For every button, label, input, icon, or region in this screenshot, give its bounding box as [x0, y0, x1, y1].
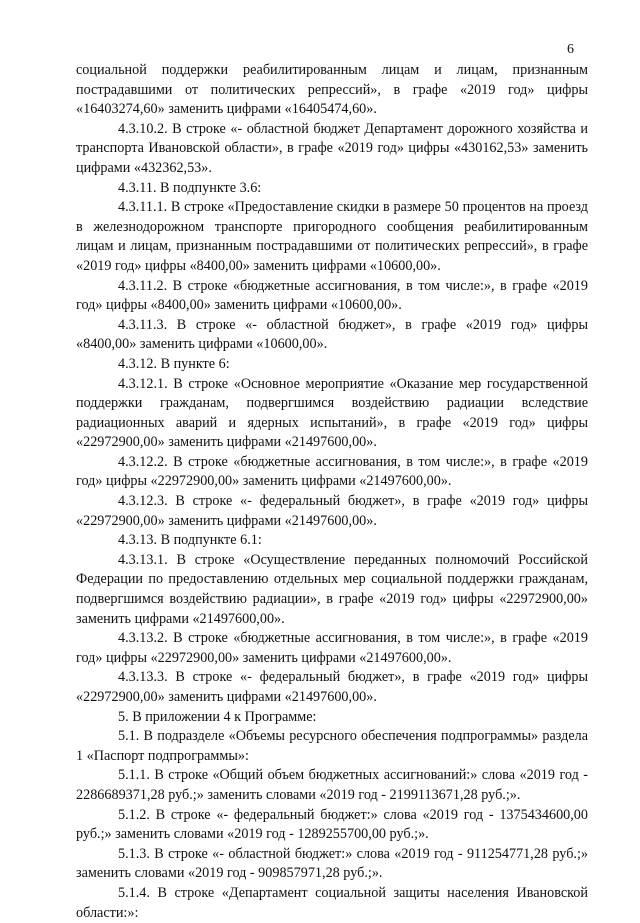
paragraph: 5.1.3. В строке «- областной бюджет:» слова «2019 год - 911254771,28 руб.;» заменить словами «2019 год - 909857971,28 руб.;». [76, 845, 588, 882]
paragraph: 5.1.1. В строке «Общий объем бюджетных ассигнований:» слова «2019 год - 2286689371,28 руб.;» заменить словами «2019 год - 2199113671,28 руб.;». [76, 767, 588, 803]
paragraph: 4.3.12.2. В строке «бюджетные ассигнования, в том числе:», в графе «2019 год» цифры «22972900,00» заменить цифрами «21497600,00». [76, 453, 588, 490]
paragraph: 4.3.13.3. В строке «- федеральный бюджет», в графе «2019 год» цифры «22972900,00» заменить цифрами «21497600,00». [76, 669, 588, 705]
paragraph: 4.3.12. В пункте 6: [118, 355, 230, 372]
paragraph: 5.1.4. В строке «Департамент социальной защиты населения Ивановской области:»: [76, 884, 588, 921]
paragraph: 5. В приложении 4 к Программе: [118, 708, 317, 725]
paragraph: 4.3.11. В подпункте 3.6: [118, 179, 262, 196]
paragraph: 4.3.11.1. В строке «Предоставление скидки в размере 50 процентов на проезд в железнодорожном транспорте пригородного сообщения реабилитированным лицам и лицам, признанным пострадавшими от политических репрессий», в графе «2019 год» цифры «8400,00» заменить цифрами «10600,00». [76, 199, 588, 274]
paragraph: 4.3.11.3. В строке «- областной бюджет», в графе «2019 год» цифры «8400,00» заменить цифрами «10600,00». [76, 316, 588, 353]
paragraph: 4.3.13.1. В строке «Осуществление переданных полномочий Российской Федерации по предоставлению отдельных мер социальной поддержки гражданам, подвергшимся воздействию радиации», в графе «2019 год» цифры «22972900,00» заменить цифрами «21497600,00». [76, 551, 588, 627]
page-number: 6 [567, 42, 574, 57]
paragraph: 5.1.2. В строке «- федеральный бюджет:» слова «2019 год - 1375434600,00 руб.;» заменить словами «2019 год - 1289255700,00 руб.;». [76, 806, 588, 843]
paragraph: 5.1. В подразделе «Объемы ресурсного обеспечения подпрограммы» раздела 1 «Паспорт подпрограммы»: [76, 728, 588, 764]
document-body [76, 61, 588, 923]
paragraph: 4.3.10.2. В строке «- областной бюджет Департамент дорожного хозяйства и транспорта Ивановской области», в графе «2019 год» цифры «430162,53» заменить цифрами «432362,53». [76, 120, 588, 176]
paragraph: 4.3.13. В подпункте 6.1: [118, 532, 262, 549]
paragraph: 4.3.12.1. В строке «Основное мероприятие «Оказание мер государственной поддержки гражданам, подвергшимся воздействию радиации вследствие радиационных аварий и ядерных испытаний», в графе «2019 год» цифры «22972900,00» заменить цифрами «21497600,00». [76, 375, 588, 451]
paragraph: 4.3.12.3. В строке «- федеральный бюджет», в графе «2019 год» цифры «22972900,00» заменить цифрами «21497600,00». [76, 493, 588, 529]
paragraph: 4.3.11.2. В строке «бюджетные ассигнования, в том числе:», в графе «2019 год» цифры «8400,00» заменить цифрами «10600,00». [76, 277, 588, 314]
paragraph: 4.3.13.2. В строке «бюджетные ассигнования, в том числе:», в графе «2019 год» цифры «22972900,00» заменить цифрами «21497600,00». [76, 630, 588, 666]
paragraph: социальной поддержки реабилитированным лицам и лицам, признанным пострадавшими от политических репрессий», в графе «2019 год» цифры «16403274,60» заменить цифрами «16405474,60». [76, 62, 588, 118]
